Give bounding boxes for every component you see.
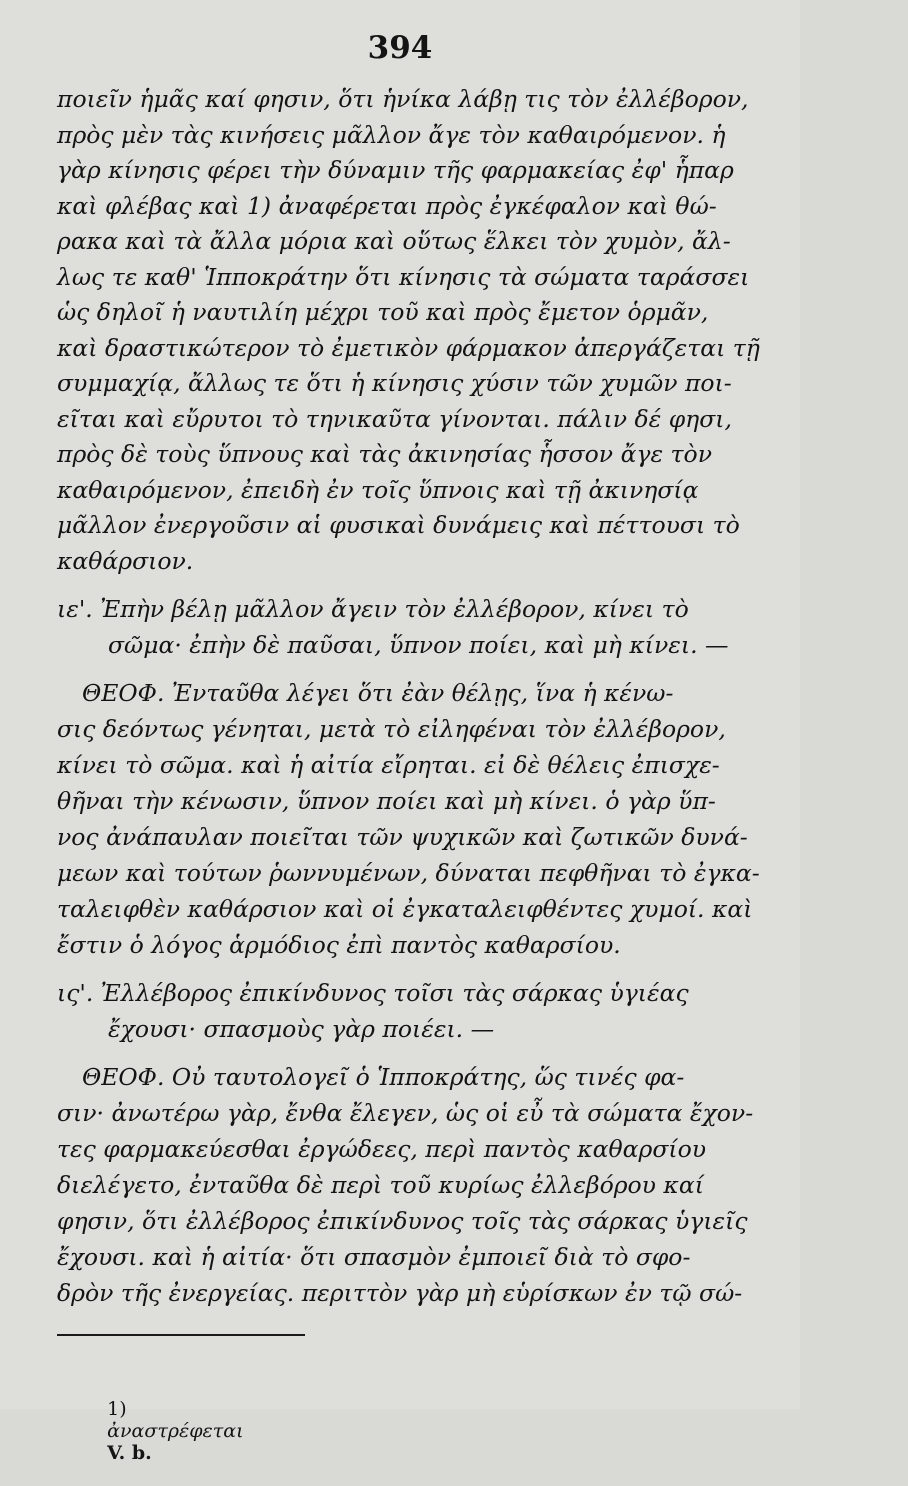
commentary-line: ΘΕΟΦ. Ἐνταῦθα λέγει ὅτι ἐὰν θέλῃς, ἵνα ἡ κένω-: [82, 679, 674, 707]
commentary-line: ἔχουσι. καὶ ἡ αἰτία· ὅτι σπασμὸν ἐμποιεῖ διὰ τὸ σφο-: [57, 1243, 691, 1271]
text-line: καθαιρόμενον, ἐπειδὴ ἐν τοῖς ὕπνοις καὶ τῇ ἀκινησίᾳ: [57, 475, 699, 504]
commentary-line: φησιν, ὅτι ἐλλέβορος ἐπικίνδυνος τοῖς τὰς σάρκας ὑγιεῖς: [57, 1207, 748, 1235]
text-line: συμμαχίᾳ, ἄλλως τε ὅτι ἡ κίνησις χύσιν τῶν χυμῶν ποι-: [57, 369, 732, 397]
text-line: λως τε καθ' Ἱπποκράτην ὅτι κίνησις τὰ σώματα ταράσσει: [57, 262, 750, 291]
text-line: γὰρ κίνησις φέρει τὴν δύναμιν τῆς φαρμακείας ἐφ' ἧπαρ: [57, 156, 734, 184]
text-line: καὶ φλέβας καὶ 1) ἀναφέρεται πρὸς ἐγκέφαλον καὶ θώ-: [57, 191, 717, 220]
commentary-line: τες φαρμακεύεσθαι ἐργώδεες, περὶ παντὸς καθαρσίου: [57, 1135, 707, 1163]
text-line: καὶ δραστικώτερον τὸ ἐμετικὸν φάρμακον ἀπεργάζεται τῇ: [57, 333, 760, 362]
commentary-line: θῆναι τὴν κένωσιν, ὕπνον ποίει καὶ μὴ κίνει. ὁ γὰρ ὕπ-: [57, 787, 716, 815]
aphorism-line: σῶμα· ἐπὴν δὲ παῦσαι, ὕπνον ποίει, καὶ μὴ κίνει. —: [108, 631, 729, 659]
page-number: 394: [367, 30, 433, 66]
commentary-line: ΘΕΟΦ. Οὐ ταυτολογεῖ ὁ Ἱπποκράτης, ὥς τινές φα-: [82, 1063, 685, 1091]
text-line: καθάρσιον.: [57, 546, 194, 575]
text-line: ποιεῖν ἡμᾶς καί φησιν, ὅτι ἡνίκα λάβῃ τις τὸν ἐλλέβορον,: [57, 85, 749, 113]
commentary-line: σις δεόντως γένηται, μετὰ τὸ εἰληφέναι τὸν ἐλλέβορον,: [57, 715, 726, 743]
text-line: εῖται καὶ εὔρυτοι τὸ τηνικαῦτα γίνονται. πάλιν δέ φησι,: [57, 404, 732, 433]
aphorism-line: ἔχουσι· σπασμοὺς γὰρ ποιέει. —: [108, 1015, 495, 1043]
aphorism-line: ιε'. Ἐπὴν βέλῃ μᾶλλον ἄγειν τὸν ἐλλέβορον, κίνει τὸ: [57, 595, 689, 623]
footnote-reference: V. b.: [107, 1442, 152, 1464]
commentary-line: ταλειφθὲν καθάρσιον καὶ οἱ ἐγκαταλειφθέντες χυμοί. καὶ: [57, 895, 753, 923]
commentary-line: κίνει τὸ σῶμα. καὶ ἡ αἰτία εἴρηται. εἰ δὲ θέλεις ἐπισχε-: [57, 751, 720, 779]
commentary-line: ἔστιν ὁ λόγος ἁρμόδιος ἐπὶ παντὸς καθαρσίου.: [57, 931, 621, 959]
commentary-line: μεων καὶ τούτων ῥωννυμένων, δύναται πεφθῆναι τὸ ἐγκα-: [57, 859, 760, 887]
footnote-text: ἀναστρέφεται: [107, 1420, 244, 1442]
text-line: ὡς δηλοῖ ἡ ναυτιλίη μέχρι τοῦ καὶ πρὸς ἔμετον ὁρμᾶν,: [57, 298, 709, 326]
commentary-line: σιν· ἀνωτέρω γὰρ, ἔνθα ἔλεγεν, ὡς οἱ εὖ τὰ σώματα ἔχον-: [57, 1099, 754, 1127]
footnote-number: 1): [107, 1398, 127, 1420]
footnote-divider: [57, 1334, 305, 1336]
text-line: ρακα καὶ τὰ ἄλλα μόρια καὶ οὕτως ἕλκει τὸν χυμὸν, ἄλ-: [57, 227, 731, 255]
commentary-line: δρὸν τῆς ἐνεργείας. περιττὸν γὰρ μὴ εὑρίσκων ἐν τῷ σώ-: [57, 1279, 743, 1307]
text-line: μᾶλλον ἐνεργοῦσιν αἱ φυσικαὶ δυνάμεις καὶ πέττουσι τὸ: [57, 511, 740, 539]
text-line: πρὸς δὲ τοὺς ὕπνους καὶ τὰς ἀκινησίας ἧσσον ἄγε τὸν: [57, 440, 712, 468]
text-line: πρὸς μὲν τὰς κινήσεις μᾶλλον ἄγε τὸν καθαιρόμενον. ἡ: [57, 120, 726, 149]
aphorism-line: ις'. Ἐλλέβορος ἐπικίνδυνος τοῖσι τὰς σάρκας ὑγιέας: [57, 979, 689, 1007]
commentary-line: νος ἀνάπαυλαν ποιεῖται τῶν ψυχικῶν καὶ ζωτικῶν δυνά-: [57, 823, 748, 851]
footnote: [83, 1376, 244, 1486]
commentary-line: διελέγετο, ἐνταῦθα δὲ περὶ τοῦ κυρίως ἐλλεβόρου καί: [57, 1171, 704, 1199]
